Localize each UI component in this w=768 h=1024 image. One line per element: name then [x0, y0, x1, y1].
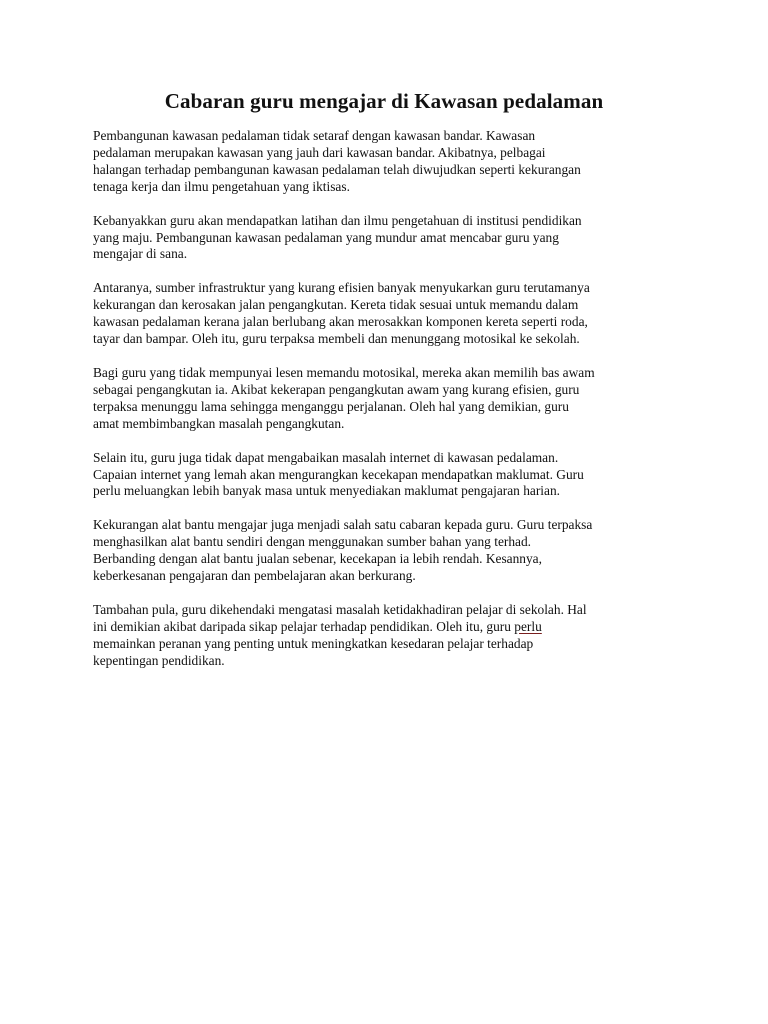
paragraph-line: kawasan pedalaman kerana jalan berlubang akan merosakkan komponen kereta seperti roda, — [93, 314, 588, 330]
paragraph-line: pedalaman merupakan kawasan yang jauh dari kawasan bandar. Akibatnya, pelbagai — [93, 144, 546, 160]
paragraph-4 — [93, 365, 683, 433]
paragraph-line: mengajar di sana. — [93, 246, 188, 262]
paragraph-line: amat membimbangkan masalah pengangkutan. — [93, 415, 345, 431]
paragraph-line: keberkesanan pengajaran dan pembelajaran akan berkurang. — [93, 568, 416, 584]
paragraph-line — [93, 619, 683, 636]
paragraph-line: tenaga kerja dan ilmu pengetahuan yang iktisas. — [93, 178, 350, 194]
paragraph-line: sebagai pengangkutan ia. Akibat kekerapan pengangkutan awam yang kurang efisien, guru — [93, 381, 580, 397]
paragraph-line: Selain itu, guru juga tidak dapat mengabaikan masalah internet di kawasan pedalaman. — [93, 449, 559, 465]
paragraph-line: Antaranya, sumber infrastruktur yang kurang efisien banyak menyukarkan guru terutamanya — [93, 280, 590, 296]
paragraph-line: Kekurangan alat bantu mengajar juga menjadi salah satu cabaran kepada guru. Guru terpaksa — [93, 517, 593, 533]
paragraph-line: memainkan peranan yang penting untuk meningkatkan kesedaran pelajar terhadap — [93, 635, 534, 651]
paragraph-line: Tambahan pula, guru dikehendaki mengatasi masalah ketidakhadiran pelajar di sekolah. Hal — [93, 601, 587, 617]
paragraph-line: Pembangunan kawasan pedalaman tidak setaraf dengan kawasan bandar. Kawasan — [93, 128, 536, 143]
paragraph-line: Berbanding dengan alat bantu jualan sebenar, kecekapan ia lebih rendah. Kesannya, — [93, 551, 542, 567]
paragraph-line: menghasilkan alat bantu sendiri dengan menggunakan sumber bahan yang terhad. — [93, 534, 532, 550]
line-text: ini demikian akibat daripada sikap pelajar terhadap pendidikan. Oleh itu, guru — [93, 618, 515, 634]
paragraph-line: Bagi guru yang tidak mempunyai lesen memandu motosikal, mereka akan memilih bas awam — [93, 364, 595, 380]
paragraph-2 — [93, 213, 683, 264]
paragraph-line: yang maju. Pembangunan kawasan pedalaman yang mundur amat mencabar guru yang — [93, 229, 559, 245]
paragraph-line: tayar dan bampar. Oleh itu, guru terpaksa membeli dan menunggang motosikal ke sekolah. — [93, 331, 580, 347]
document-title: Cabaran guru mengajar di Kawasan pedalaman — [164, 89, 604, 113]
paragraph-line: kekurangan dan kerosakan jalan pengangkutan. Kereta tidak sesuai untuk memandu dalam — [93, 297, 579, 313]
paragraph-line: halangan terhadap pembangunan kawasan pedalaman telah diwujudkan seperti kekurangan — [93, 161, 581, 177]
paragraph-1 — [93, 128, 683, 196]
paragraph-3 — [93, 280, 683, 348]
paragraph-7 — [93, 602, 683, 670]
paragraph-6 — [93, 517, 683, 585]
paragraph-line: Kebanyakkan guru akan mendapatkan latihan dan ilmu pengetahuan di institusi pendidikan — [93, 212, 582, 228]
paragraph-5 — [93, 450, 683, 501]
paragraph-line: terpaksa menunggu lama sehingga menganggu perjalanan. Oleh hal yang demikian, guru — [93, 398, 569, 414]
paragraph-line: Capaian internet yang lemah akan mengurangkan kecekapan mendapatkan maklumat. Guru — [93, 466, 584, 482]
paragraph-line: perlu meluangkan lebih banyak masa untuk menyediakan maklumat pengajaran harian. — [93, 483, 561, 499]
paragraph-line: kepentingan pendidikan. — [93, 652, 225, 668]
document-body — [93, 128, 683, 687]
underlined-word: perlu — [514, 618, 542, 634]
